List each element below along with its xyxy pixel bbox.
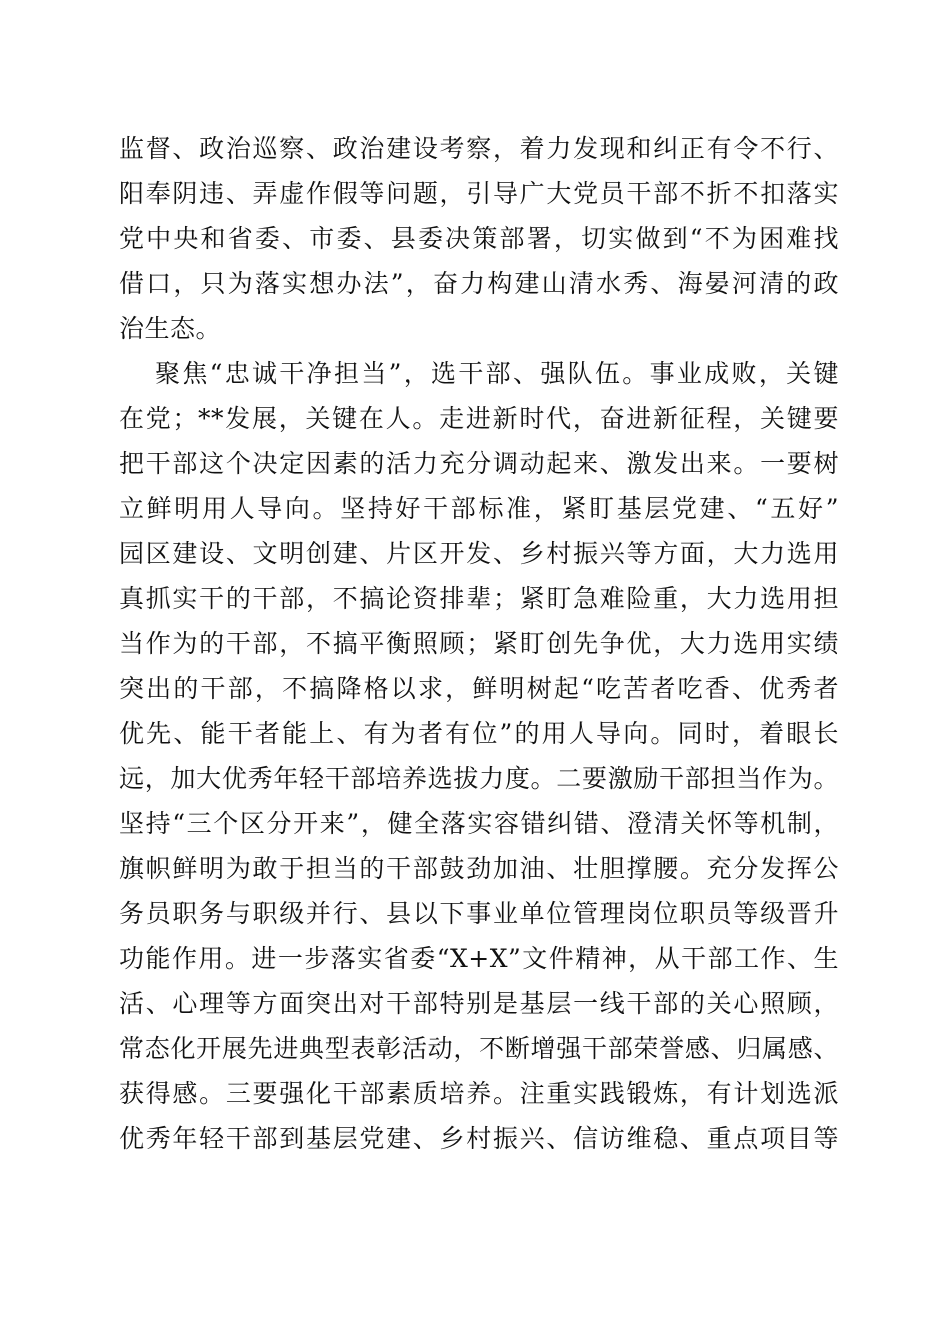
text-line: 务员职务与职级并行、县以下事业单位管理岗位职员等级晋升: [119, 899, 839, 928]
text-line: 把干部这个决定因素的活力充分调动起来、激发出来。一要树: [119, 449, 839, 478]
text-line: 远，加大优秀年轻干部培养选拔力度。二要激励干部担当作为。: [119, 764, 839, 793]
text-line: 党中央和省委、市委、县委决策部署，切实做到“不为困难找: [119, 224, 839, 253]
text-line: 突出的干部，不搞降格以求，鲜明树起“吃苦者吃香、优秀者: [119, 674, 839, 703]
text-line: 活、心理等方面突出对干部特别是基层一线干部的关心照顾，: [119, 989, 839, 1018]
text-line: 当作为的干部，不搞平衡照顾；紧盯创先争优，大力选用实绩: [119, 629, 839, 658]
text-line: 优先、能干者能上、有为者有位”的用人导向。同时，着眼长: [119, 719, 839, 748]
text-line: 聚焦“忠诚干净担当”，选干部、强队伍。事业成败，关键: [155, 359, 839, 388]
text-line: 立鲜明用人导向。坚持好干部标准，紧盯基层党建、“五好”: [119, 494, 839, 523]
text-line: 监督、政治巡察、政治建设考察，着力发现和纠正有令不行、: [119, 134, 839, 163]
text-line: 真抓实干的干部，不搞论资排辈；紧盯急难险重，大力选用担: [119, 584, 839, 613]
text-line: 常态化开展先进典型表彰活动，不断增强干部荣誉感、归属感、: [119, 1034, 839, 1063]
text-line: 坚持“三个区分开来”，健全落实容错纠错、澄清关怀等机制，: [119, 809, 839, 838]
body-text: [119, 126, 839, 1161]
text-line: 获得感。三要强化干部素质培养。注重实践锻炼，有计划选派: [119, 1079, 839, 1108]
text-line: 优秀年轻干部到基层党建、乡村振兴、信访维稳、重点项目等: [119, 1124, 839, 1153]
text-line: 园区建设、文明创建、片区开发、乡村振兴等方面，大力选用: [119, 539, 839, 568]
text-line: 在党；**发展，关键在人。走进新时代，奋进新征程，关键要: [119, 404, 839, 433]
text-line: 旗帜鲜明为敢于担当的干部鼓劲加油、壮胆撑腰。充分发挥公: [119, 854, 839, 883]
text-line: 借口，只为落实想办法”，奋力构建山清水秀、海晏河清的政: [119, 269, 839, 298]
text-line: 治生态。: [119, 314, 222, 343]
text-line: 功能作用。进一步落实省委“X+X”文件精神，从干部工作、生: [119, 944, 839, 973]
text-line: 阳奉阴违、弄虚作假等问题，引导广大党员干部不折不扣落实: [119, 179, 839, 208]
